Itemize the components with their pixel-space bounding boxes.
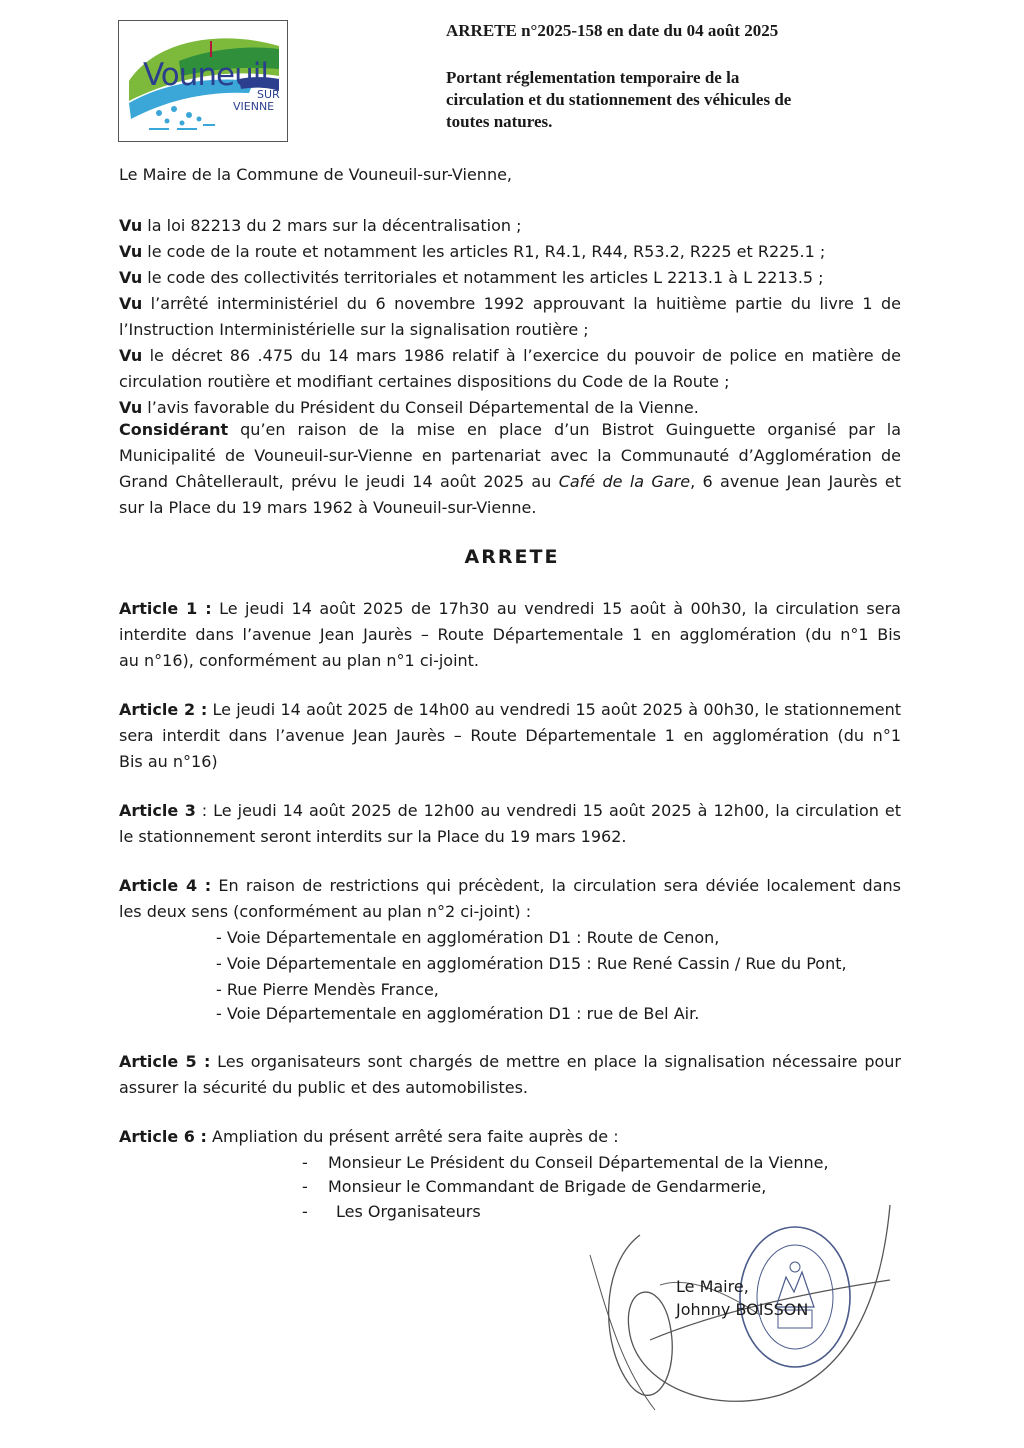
article-2-line bbox=[119, 697, 901, 723]
article-keyword: Article 4 : bbox=[119, 876, 212, 895]
vu-line bbox=[119, 265, 824, 291]
logo-sur: SUR bbox=[257, 88, 280, 101]
vu-keyword: Vu bbox=[119, 268, 143, 287]
article-keyword: Article 5 : bbox=[119, 1052, 211, 1071]
signatory-name: Johnny BOISSON bbox=[676, 1300, 809, 1319]
vu-keyword: Vu bbox=[119, 242, 143, 261]
detour-route-item: - Rue Pierre Mendès France, bbox=[216, 980, 439, 999]
subtitle-line: toutes natures. bbox=[446, 112, 553, 131]
recipient-item: - Monsieur Le Président du Conseil Départemental de la Vienne, bbox=[302, 1153, 829, 1172]
vu-keyword: Vu bbox=[119, 294, 143, 313]
considerant-text: , 6 avenue Jean Jaurès et bbox=[690, 472, 901, 491]
municipal-seal-stamp bbox=[736, 1222, 854, 1372]
signatory-role: Le Maire, bbox=[676, 1277, 749, 1296]
vu-keyword: Vu bbox=[119, 398, 143, 417]
article-text: : Le jeudi 14 août 2025 de 12h00 au vendredi 15 août 2025 à 12h00, la circulation et bbox=[195, 801, 901, 820]
venue-name: Café de la Gare bbox=[558, 472, 691, 491]
vu-text: le décret 86 .475 du 14 mars 1986 relatif à l’exercice du pouvoir de police en matière de bbox=[142, 346, 901, 365]
recipient-text: Monsieur le Commandant de Brigade de Gendarmerie, bbox=[328, 1177, 767, 1196]
detour-route-item: - Voie Départementale en agglomération D1 : Route de Cenon, bbox=[216, 928, 720, 947]
article-text: Les organisateurs sont chargés de mettre en place la signalisation nécessaire pour bbox=[210, 1052, 901, 1071]
considerant-keyword: Considérant bbox=[119, 420, 229, 439]
article-4-line bbox=[119, 873, 901, 899]
article-keyword: Article 1 : bbox=[119, 599, 212, 618]
vu-keyword: Vu bbox=[119, 216, 143, 235]
article-text: En raison de restrictions qui précèdent, la circulation sera déviée localement dans bbox=[211, 876, 901, 895]
decree-subtitle bbox=[446, 67, 896, 133]
article-keyword: Article 2 : bbox=[119, 700, 208, 719]
considerant-line bbox=[119, 417, 901, 443]
article-4-line: les deux sens (conformément au plan n°2 ci-joint) : bbox=[119, 902, 532, 921]
detour-route-item: - Voie Départementale en agglomération D1 : rue de Bel Air. bbox=[216, 1004, 700, 1023]
recipient-text: Monsieur Le Président du Conseil Départemental de la Vienne, bbox=[328, 1153, 829, 1172]
vu-line-cont: circulation routière et modifiant certaines dispositions du Code de la Route ; bbox=[119, 372, 730, 391]
article-keyword: Article 3 bbox=[119, 801, 196, 820]
decree-title: ARRETE n°2025-158 en date du 04 août 2025 bbox=[446, 21, 779, 40]
article-1-line: au n°16), conformément au plan n°1 ci-joint. bbox=[119, 651, 480, 670]
detour-route-item: - Voie Départementale en agglomération D15 : Rue René Cassin / Rue du Pont, bbox=[216, 954, 847, 973]
article-keyword: Article 6 : bbox=[119, 1127, 207, 1146]
article-text: Le jeudi 14 août 2025 de 14h00 au vendredi 15 août 2025 à 00h30, le stationnement bbox=[207, 700, 901, 719]
article-3-line: le stationnement seront interdits sur la Place du 19 mars 1962. bbox=[119, 827, 627, 846]
logo-vienne: VIENNE bbox=[233, 100, 275, 113]
article-2-line: Bis au n°16) bbox=[119, 752, 218, 771]
vu-text: la loi 82213 du 2 mars sur la décentralisation ; bbox=[142, 216, 522, 235]
vu-line bbox=[119, 343, 901, 369]
article-5-line: assurer la sécurité du public et des automobilistes. bbox=[119, 1078, 529, 1097]
article-text: Ampliation du présent arrêté sera faite auprès de : bbox=[206, 1127, 619, 1146]
vu-text: le code des collectivités territoriales et notamment les articles L 2213.1 à L 2213.5 ; bbox=[142, 268, 824, 287]
vu-text: le code de la route et notamment les articles R1, R4.1, R44, R53.2, R225 et R225.1 ; bbox=[142, 242, 826, 261]
arrete-heading: ARRETE bbox=[464, 546, 560, 568]
article-text: Le jeudi 14 août 2025 de 17h30 au vendredi 15 août à 00h30, la circulation sera bbox=[211, 599, 901, 618]
considerant-line: sur la Place du 19 mars 1962 à Vouneuil-sur-Vienne. bbox=[119, 498, 537, 517]
considerant-text: qu’en raison de la mise en place d’un Bistrot Guinguette organisé par la bbox=[228, 420, 901, 439]
vu-keyword: Vu bbox=[119, 346, 143, 365]
vu-line-cont: l’Instruction Interministérielle sur la signalisation routière ; bbox=[119, 320, 589, 339]
vu-line bbox=[119, 239, 825, 265]
subtitle-line: Portant réglementation temporaire de la bbox=[446, 68, 740, 87]
article-3-line bbox=[119, 798, 901, 824]
considerant-text: Grand Châtellerault, prévu le jeudi 14 août 2025 au bbox=[119, 472, 559, 491]
article-1-line: interdite dans l’avenue Jean Jaurès – Route Départementale 1 en agglomération (du n°1 Bis bbox=[119, 625, 901, 644]
recipient-text: Les Organisateurs bbox=[336, 1202, 481, 1221]
vu-line bbox=[119, 291, 901, 317]
recipient-item: - Monsieur le Commandant de Brigade de Gendarmerie, bbox=[302, 1177, 767, 1196]
article-2-line: sera interdit dans l’avenue Jean Jaurès – Route Départementale 1 en agglomération (du n°1 bbox=[119, 726, 901, 745]
article-1-line bbox=[119, 596, 901, 622]
article-5-line bbox=[119, 1049, 901, 1075]
considerant-line: Municipalité de Vouneuil-sur-Vienne en partenariat avec la Communauté d’Agglomération de bbox=[119, 446, 901, 465]
intro-line: Le Maire de la Commune de Vouneuil-sur-Vienne, bbox=[119, 165, 513, 184]
considerant-line bbox=[119, 469, 901, 495]
municipality-logo bbox=[118, 20, 288, 142]
article-6-line bbox=[119, 1124, 619, 1150]
vu-text: l’avis favorable du Président du Conseil Départemental de la Vienne. bbox=[142, 398, 699, 417]
recipient-item: - Les Organisateurs bbox=[302, 1202, 481, 1221]
vu-text: l’arrêté interministériel du 6 novembre 1992 approuvant la huitième partie du livre 1 de bbox=[142, 294, 901, 313]
vu-line bbox=[119, 213, 521, 239]
subtitle-line: circulation et du stationnement des véhicules de bbox=[446, 90, 792, 109]
logo-wordmark: Vouneuil bbox=[143, 57, 269, 93]
